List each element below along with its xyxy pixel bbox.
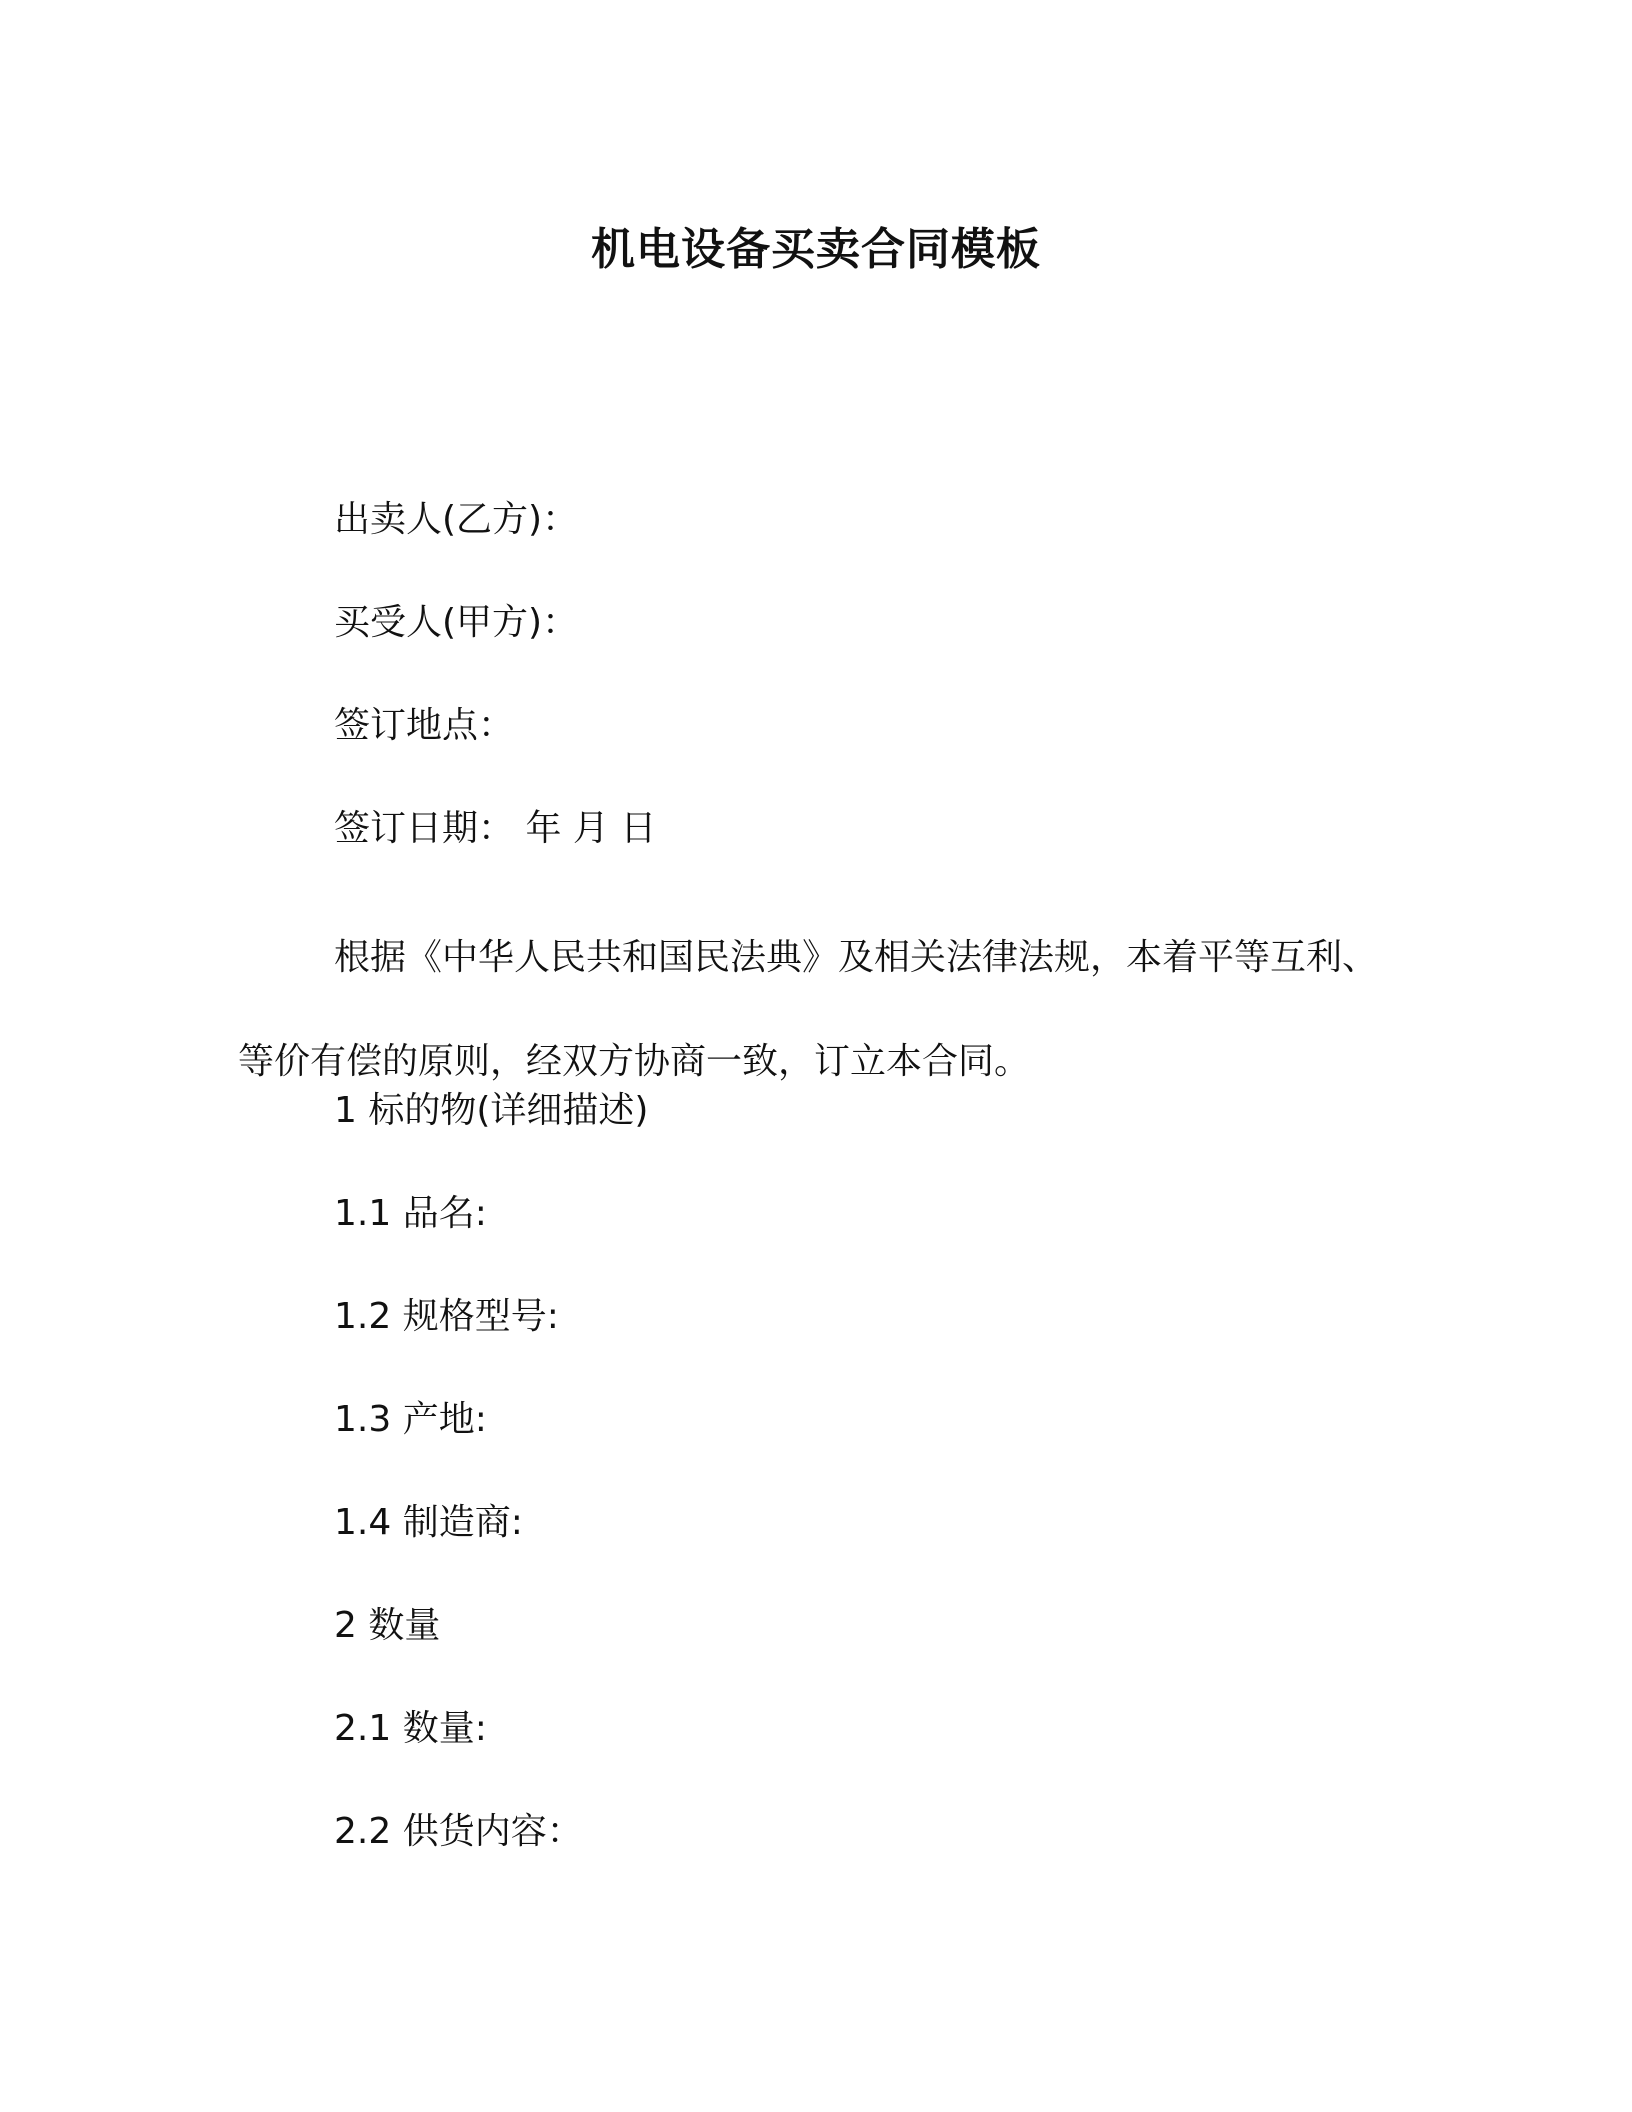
preamble-line-2: 等价有偿的原则，经双方协商一致，订立本合同。 xyxy=(238,1041,1031,1082)
buyer-field: 买受人(甲方)： xyxy=(334,602,579,643)
preamble-paragraph xyxy=(238,906,1398,1114)
clause-2-2: 2.2 供货内容： xyxy=(334,1811,583,1852)
clause-1-1: 1.1 品名: xyxy=(334,1193,487,1234)
clause-1-4: 1.4 制造商: xyxy=(334,1502,523,1543)
clause-1-3: 1.3 产地: xyxy=(334,1399,487,1440)
seller-field: 出卖人(乙方)： xyxy=(334,499,579,540)
signing-date-field: 签订日期： 年 月 日 xyxy=(334,808,657,849)
clause-1-2: 1.2 规格型号: xyxy=(334,1296,559,1337)
preamble-line-1: 根据《中华人民共和国民法典》及相关法律法规，本着平等互利、 xyxy=(334,937,1379,978)
document-title: 机电设备买卖合同模板 xyxy=(591,224,1041,275)
clause-2-1: 2.1 数量: xyxy=(334,1708,487,1749)
signing-place-field: 签订地点： xyxy=(334,705,515,746)
clause-2-heading: 2 数量 xyxy=(334,1605,441,1646)
clause-1-heading: 1 标的物(详细描述) xyxy=(334,1090,649,1131)
